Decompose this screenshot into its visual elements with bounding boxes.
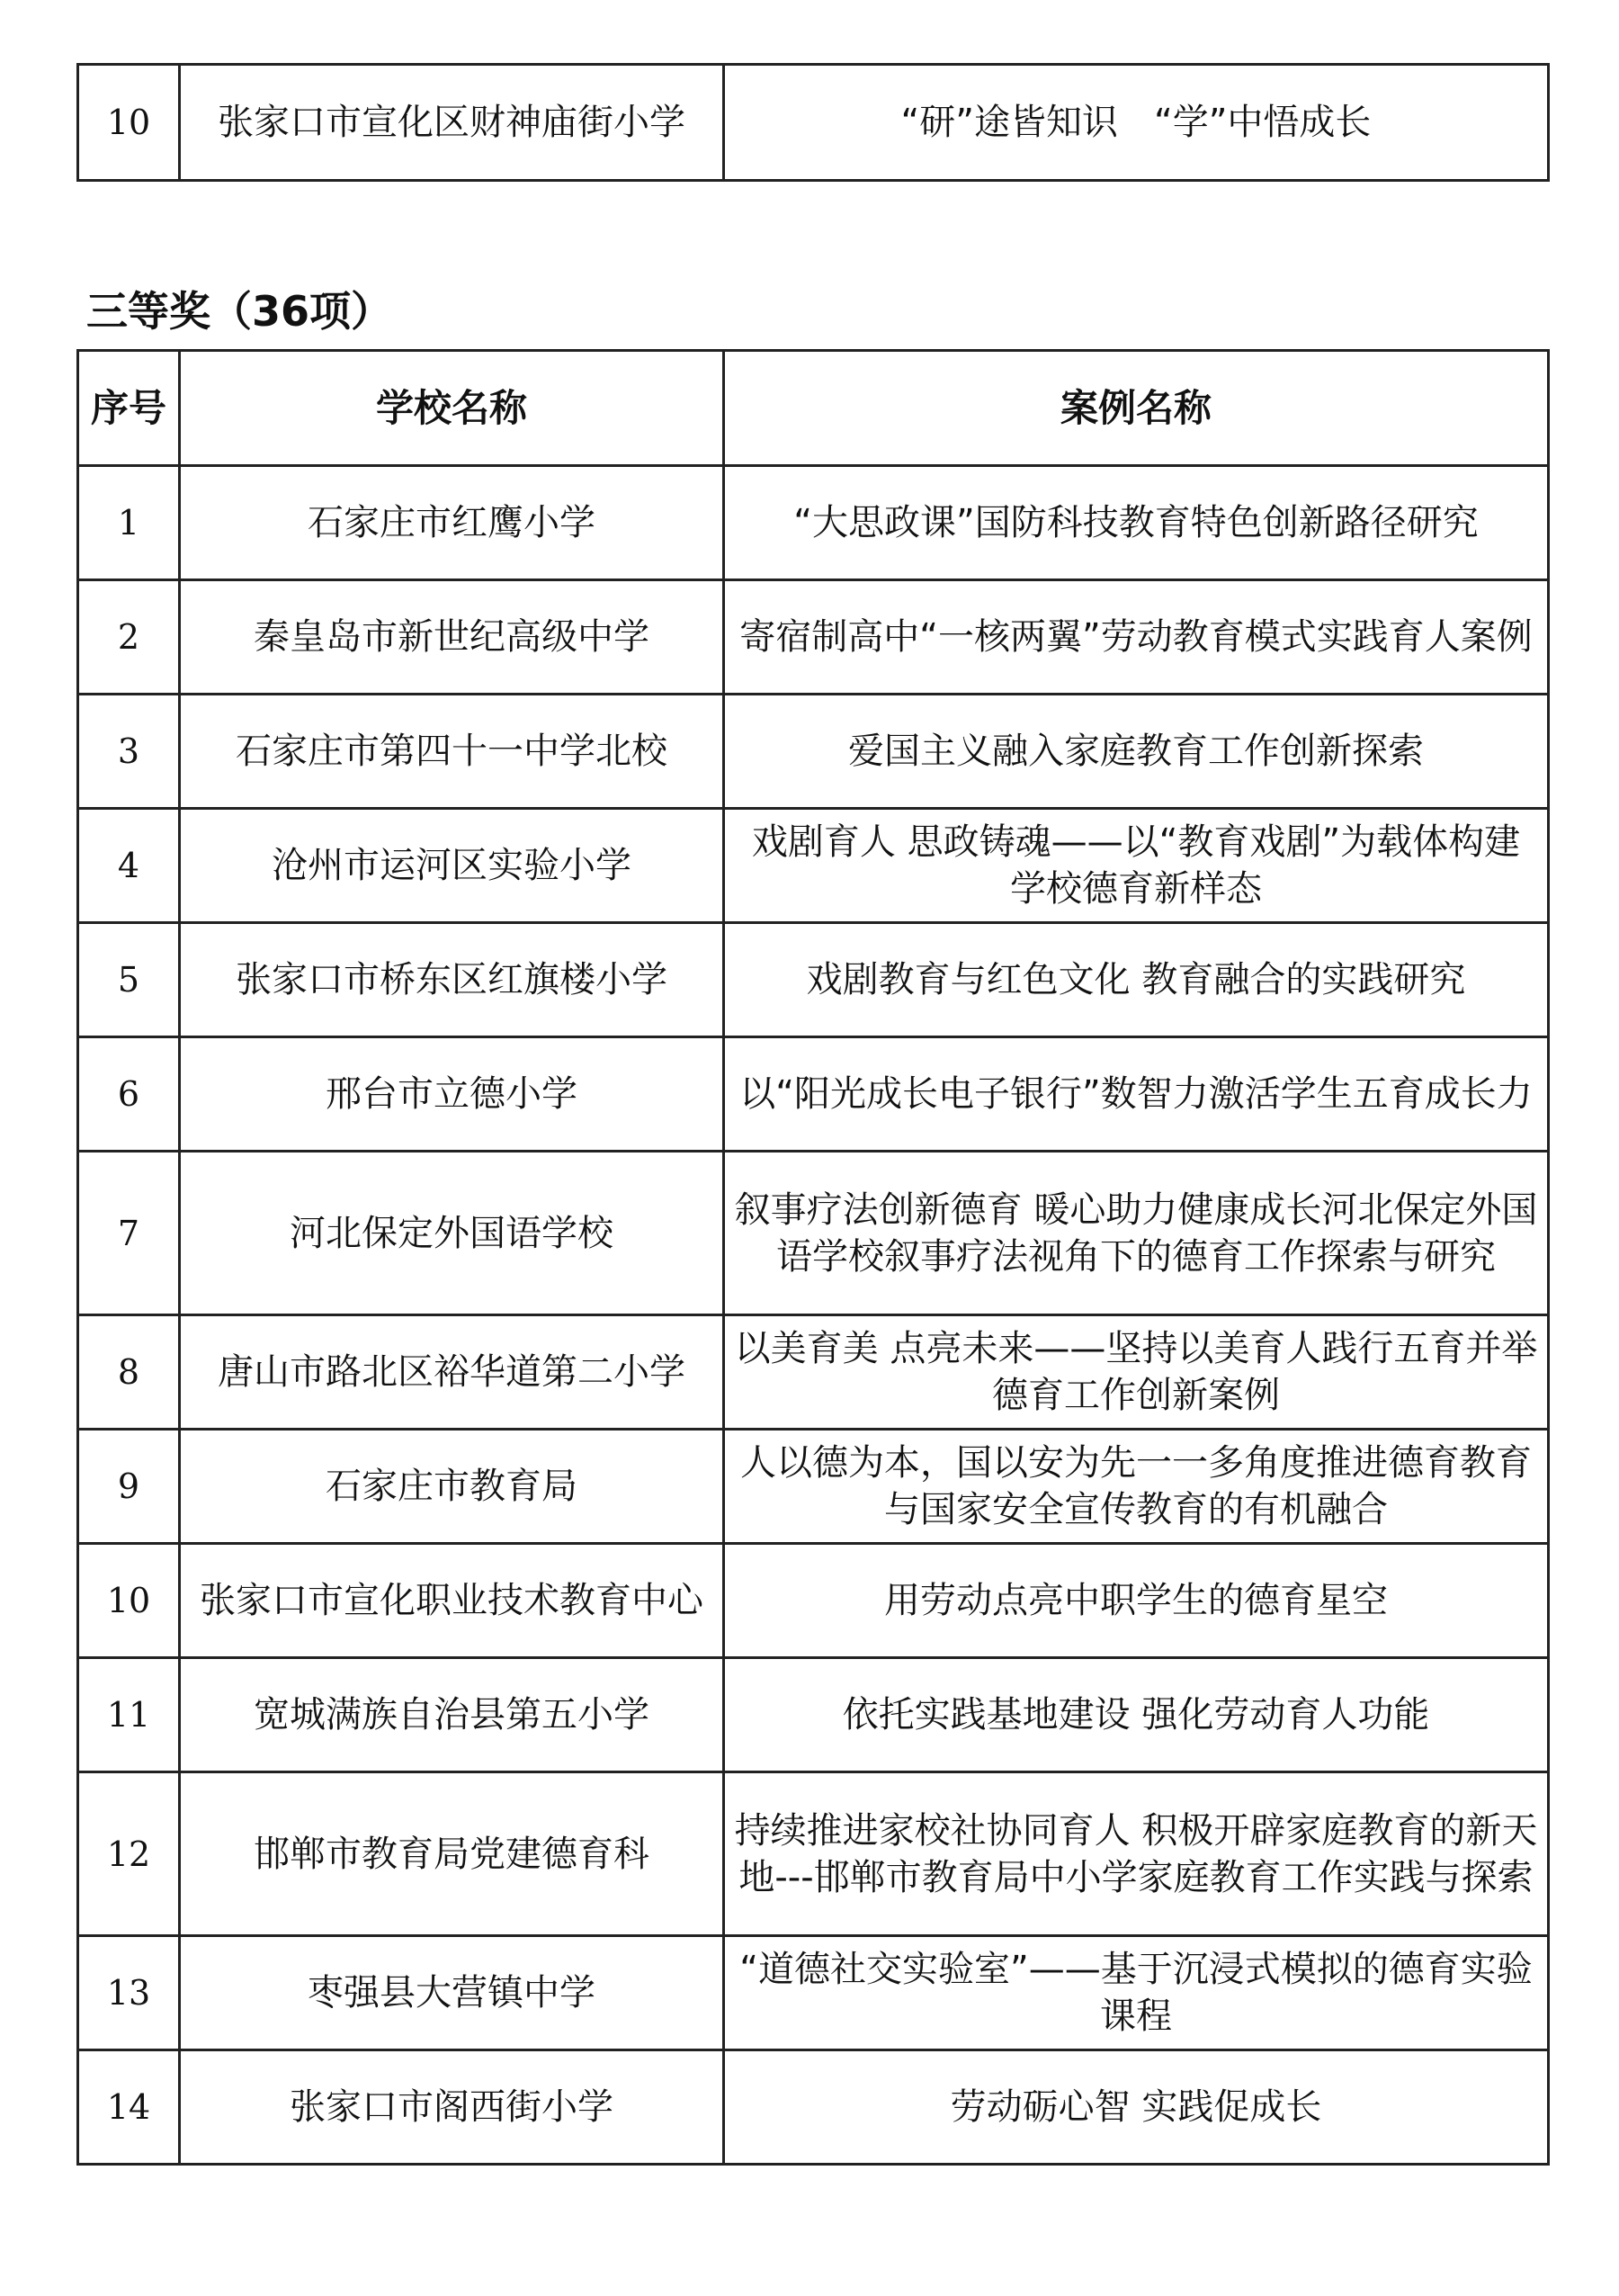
school-name: 河北保定外国语学校 — [180, 1152, 724, 1315]
school-name: 张家口市宣化区财神庙街小学 — [180, 65, 724, 181]
row-number: 2 — [78, 580, 180, 695]
table-row — [78, 1430, 1549, 1544]
table-row — [78, 1315, 1549, 1430]
case-name: 依托实践基地建设 强化劳动育人功能 — [724, 1658, 1549, 1772]
row-number: 10 — [78, 65, 180, 181]
school-name: 邢台市立德小学 — [180, 1037, 724, 1152]
school-name: 唐山市路北区裕华道第二小学 — [180, 1315, 724, 1430]
table-row — [78, 1037, 1549, 1152]
school-name: 石家庄市第四十一中学北校 — [180, 695, 724, 809]
school-name: 邯郸市教育局党建德育科 — [180, 1772, 724, 1936]
case-name: 人以德为本，国以安为先一一多角度推进德育教育与国家安全宣传教育的有机融合 — [724, 1430, 1549, 1544]
case-name: 以“阳光成长电子银行”数智力激活学生五育成长力 — [724, 1037, 1549, 1152]
row-number: 8 — [78, 1315, 180, 1430]
table-row — [78, 923, 1549, 1037]
table-row — [78, 65, 1549, 181]
case-name: 劳动砺心智 实践促成长 — [724, 2050, 1549, 2165]
row-number: 9 — [78, 1430, 180, 1544]
school-name: 石家庄市红鹰小学 — [180, 466, 724, 580]
row-number: 10 — [78, 1544, 180, 1658]
table-row — [78, 2050, 1549, 2165]
table-row — [78, 1772, 1549, 1936]
school-name: 张家口市桥东区红旗楼小学 — [180, 923, 724, 1037]
row-number: 5 — [78, 923, 180, 1037]
case-name: 以美育美 点亮未来——坚持以美育人践行五育并举德育工作创新案例 — [724, 1315, 1549, 1430]
table-row — [78, 466, 1549, 580]
school-name: 沧州市运河区实验小学 — [180, 809, 724, 923]
header-number: 序号 — [78, 351, 180, 466]
table-row — [78, 1936, 1549, 2050]
case-name: 戏剧教育与红色文化 教育融合的实践研究 — [724, 923, 1549, 1037]
previous-award-table — [76, 63, 1550, 182]
row-number: 6 — [78, 1037, 180, 1152]
table-row — [78, 1152, 1549, 1315]
case-name: 戏剧育人 思政铸魂——以“教育戏剧”为载体构建学校德育新样态 — [724, 809, 1549, 923]
school-name: 张家口市宣化职业技术教育中心 — [180, 1544, 724, 1658]
table-header-row — [78, 351, 1549, 466]
school-name: 枣强县大营镇中学 — [180, 1936, 724, 2050]
table-row — [78, 809, 1549, 923]
row-number: 12 — [78, 1772, 180, 1936]
section-title: 三等奖（36项） — [86, 287, 393, 336]
row-number: 13 — [78, 1936, 180, 2050]
school-name: 宽城满族自治县第五小学 — [180, 1658, 724, 1772]
row-number: 1 — [78, 466, 180, 580]
case-name: “大思政课”国防科技教育特色创新路径研究 — [724, 466, 1549, 580]
case-name: 叙事疗法创新德育 暖心助力健康成长河北保定外国语学校叙事疗法视角下的德育工作探索与研究 — [724, 1152, 1549, 1315]
table-row — [78, 695, 1549, 809]
case-name: 爱国主义融入家庭教育工作创新探索 — [724, 695, 1549, 809]
school-name: 石家庄市教育局 — [180, 1430, 724, 1544]
case-name: 寄宿制高中“一核两翼”劳动教育模式实践育人案例 — [724, 580, 1549, 695]
row-number: 4 — [78, 809, 180, 923]
table-row — [78, 1544, 1549, 1658]
table-row — [78, 1658, 1549, 1772]
table-row — [78, 580, 1549, 695]
case-name: “道德社交实验室”——基于沉浸式模拟的德育实验课程 — [724, 1936, 1549, 2050]
row-number: 3 — [78, 695, 180, 809]
case-name: 持续推进家校社协同育人 积极开辟家庭教育的新天地---邯郸市教育局中小学家庭教育工作实践与探索 — [724, 1772, 1549, 1936]
row-number: 7 — [78, 1152, 180, 1315]
school-name: 张家口市阁西街小学 — [180, 2050, 724, 2165]
row-number: 14 — [78, 2050, 180, 2165]
row-number: 11 — [78, 1658, 180, 1772]
school-name: 秦皇岛市新世纪高级中学 — [180, 580, 724, 695]
case-name: 用劳动点亮中职学生的德育星空 — [724, 1544, 1549, 1658]
header-school: 学校名称 — [180, 351, 724, 466]
case-name: “研”途皆知识 “学”中悟成长 — [724, 65, 1549, 181]
third-prize-table — [76, 349, 1550, 2166]
header-case: 案例名称 — [724, 351, 1549, 466]
